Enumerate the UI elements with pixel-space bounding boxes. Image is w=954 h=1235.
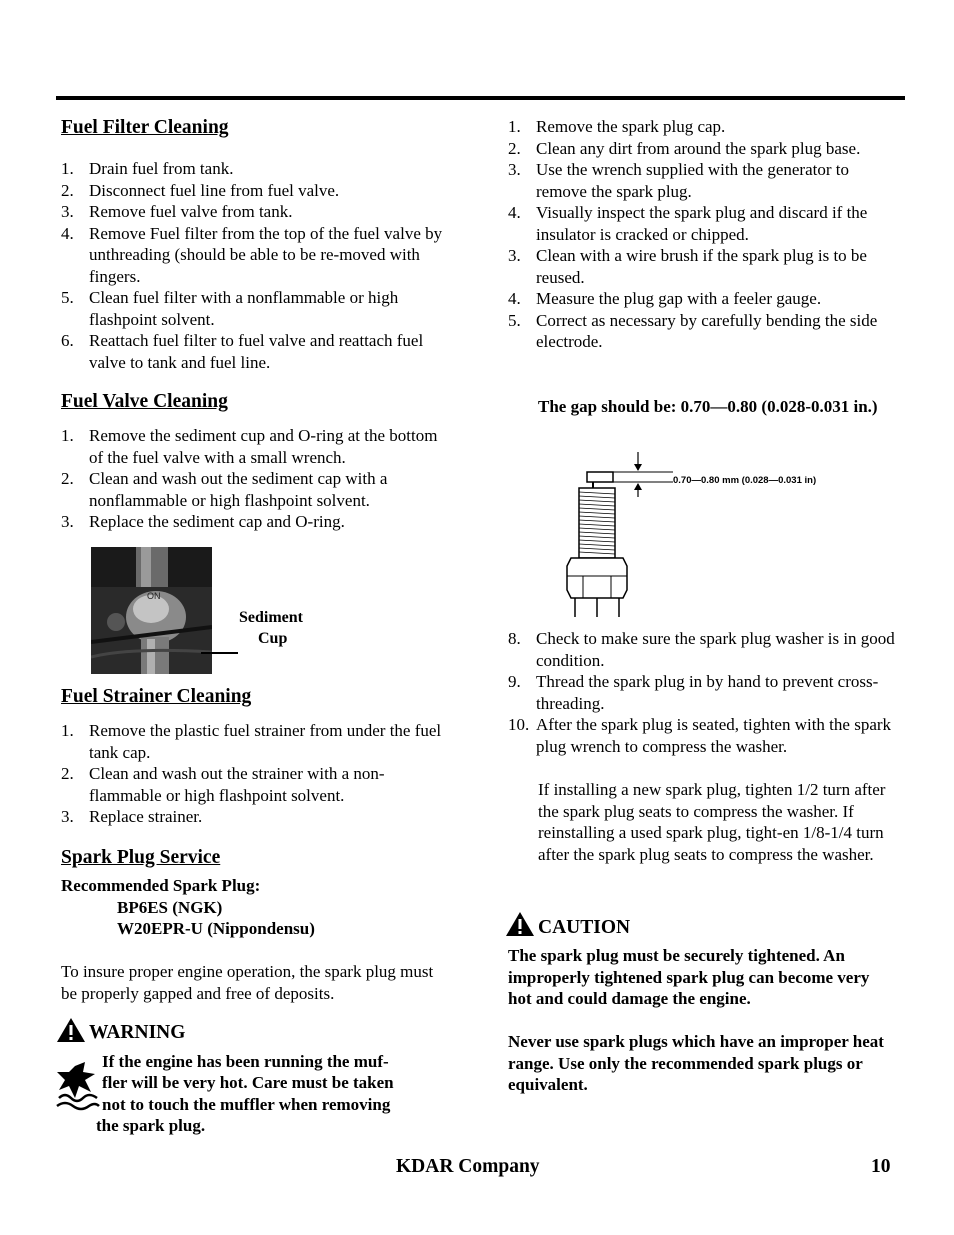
list-item-text: Use the wrench supplied with the generator to remove the spark plug. (536, 160, 849, 201)
plug-nippondensu: W20EPR-U (Nippondensu) (117, 919, 315, 938)
list-item-number: 1. (61, 721, 74, 740)
list-item-text: Reattach fuel filter to fuel valve and reattach fuel valve to tank and fuel line. (89, 331, 424, 372)
list-item-number: 3. (508, 160, 521, 179)
list-item (61, 201, 446, 223)
spark-plug-gap-diagram (563, 452, 863, 622)
list-item (61, 330, 446, 373)
fuel-valve-photo (91, 547, 212, 674)
list-item-number: 3. (61, 202, 74, 221)
list-item (61, 806, 446, 828)
list-item (508, 714, 896, 757)
list-item-number: 2. (61, 469, 74, 488)
footer-company: KDAR Company (396, 1156, 540, 1177)
list-item-number: 3. (61, 512, 74, 531)
list-item (61, 180, 446, 202)
page-number: 10 (871, 1156, 891, 1177)
list-item-number: 4. (508, 289, 521, 308)
gap-dimension-label: 0.70—0.80 mm (0.028—0.031 in) (673, 475, 817, 486)
warning-triangle-icon (56, 1017, 86, 1043)
spark-plug-intro: To insure proper engine operation, the spark plug must be properly gapped and free of deposits. (61, 962, 434, 1003)
list-item (508, 245, 893, 288)
list-item-text: Drain fuel from tank. (89, 159, 234, 178)
spark-plug-heading: Spark Plug Service (61, 847, 221, 868)
warning-heading: WARNING (89, 1022, 186, 1043)
list-item-number: 3. (508, 246, 521, 265)
list-item-text: Visually inspect the spark plug and discard if the insulator is cracked or chipped. (536, 203, 868, 244)
sediment-leader-line (201, 652, 238, 654)
list-item-text: Disconnect fuel line from fuel valve. (89, 180, 340, 200)
list-item (61, 763, 446, 806)
warning-line-4: the spark plug. (96, 1116, 206, 1135)
list-item-text: Replace strainer. (89, 807, 203, 826)
list-item-text: Check to make sure the spark plug washer is in good condition. (536, 629, 895, 670)
list-item-number: 1. (61, 426, 74, 445)
list-item-text: Clean fuel filter with a nonflammable or high flashpoint solvent. (89, 288, 399, 329)
list-item-text: Remove fuel valve from tank. (89, 202, 293, 221)
fuel-strainer-heading: Fuel Strainer Cleaning (61, 686, 252, 707)
list-item (508, 202, 893, 245)
list-item (508, 310, 893, 353)
caution-para-1: The spark plug must be securely tightened. An improperly tightened spark plug can become very hot and could damage the engine. (508, 946, 870, 1008)
recommended-plug-label: Recommended Spark Plug: (61, 876, 261, 895)
fuel-filter-heading: Fuel Filter Cleaning (61, 117, 229, 138)
list-item (508, 138, 893, 160)
list-item-text: Remove the plastic fuel strainer from under the fuel tank cap. (89, 721, 442, 762)
install-note: If installing a new spark plug, tighten 1/2 turn after the spark plug seats to compress the washer. If reinstalling a used spark plug, tight-en 1/8-1/4 turn after the spark plug seats to compress the washer. (538, 780, 886, 864)
list-item-text: Remove Fuel filter from the top of the fuel valve by unthreading (should be able to be re-moved with fingers. (89, 223, 443, 286)
list-item (61, 511, 446, 533)
list-item-text: Measure the plug gap with a feeler gauge. (536, 289, 822, 308)
list-item-text: Replace the sediment cap and O-ring. (89, 512, 345, 531)
list-item (508, 159, 893, 202)
header-rule (56, 96, 905, 100)
gap-note: The gap should be: 0.70—0.80 (0.028-0.031 in.) (538, 397, 878, 416)
fuel-strainer-steps (61, 720, 446, 828)
list-item-text: Remove the spark plug cap. (536, 117, 726, 136)
list-item (508, 628, 896, 671)
fuel-valve-steps (61, 425, 446, 533)
list-item (61, 287, 446, 330)
list-item-number: 10. (508, 715, 530, 734)
list-item-number: 4. (61, 223, 74, 243)
plug-ngk: BP6ES (NGK) (117, 898, 223, 917)
list-item-text: After the spark plug is seated, tighten with the spark plug wrench to compress the washer. (536, 715, 892, 756)
fuel-filter-steps (61, 158, 446, 373)
list-item (61, 425, 446, 468)
list-item-number: 6. (61, 331, 74, 350)
list-item (61, 223, 446, 288)
list-item-text: Clean and wash out the strainer with a non-flammable or high flashpoint solvent. (89, 764, 385, 805)
caution-para-2: Never use spark plugs which have an improper heat range. Use only the recommended spark plugs or equivalent. (508, 1032, 884, 1094)
list-item-number: 5. (508, 310, 521, 330)
list-item (508, 671, 896, 714)
list-item (61, 720, 446, 763)
list-item-text: Clean and wash out the sediment cap with a nonflammable or high flashpoint solvent. (89, 469, 388, 510)
photo-on-marking: ON (147, 591, 161, 601)
list-item-number: 4. (508, 203, 521, 222)
list-item-text: Remove the sediment cup and O-ring at the bottom of the fuel valve with a small wrench. (89, 426, 438, 467)
warning-line-2: fler will be very hot. Care must be taken (102, 1073, 394, 1092)
list-item-number: 2. (508, 138, 521, 158)
list-item-number: 9. (508, 672, 521, 691)
caution-heading: CAUTION (538, 917, 631, 938)
cup-label: Cup (258, 630, 288, 647)
list-item-text: Clean any dirt from around the spark plug base. (536, 138, 861, 158)
list-item (61, 158, 446, 180)
fuel-valve-heading: Fuel Valve Cleaning (61, 391, 228, 412)
caution-triangle-icon (505, 911, 535, 937)
spark-plug-steps-b (508, 628, 896, 757)
list-item-number: 8. (508, 629, 521, 648)
list-item-number: 5. (61, 288, 74, 307)
list-item-number: 1. (61, 159, 74, 178)
hot-surface-icon (55, 1062, 101, 1112)
list-item-text: Thread the spark plug in by hand to prevent cross-threading. (536, 672, 879, 713)
warning-line-3: not to touch the muffler when removing (102, 1095, 391, 1114)
warning-line-1: If the engine has been running the muf- (102, 1052, 389, 1071)
sediment-label: Sediment (239, 609, 303, 626)
list-item (508, 288, 893, 310)
list-item-number: 2. (61, 764, 74, 783)
list-item (508, 116, 893, 138)
list-item-text: Clean with a wire brush if the spark plug is to be reused. (536, 246, 867, 287)
list-item-text: Correct as necessary by carefully bending the side electrode. (536, 310, 878, 351)
list-item-number: 1. (508, 117, 521, 136)
list-item (61, 468, 446, 511)
spark-plug-steps-a (508, 116, 893, 353)
list-item-number: 3. (61, 807, 74, 826)
list-item-number: 2. (61, 180, 74, 200)
